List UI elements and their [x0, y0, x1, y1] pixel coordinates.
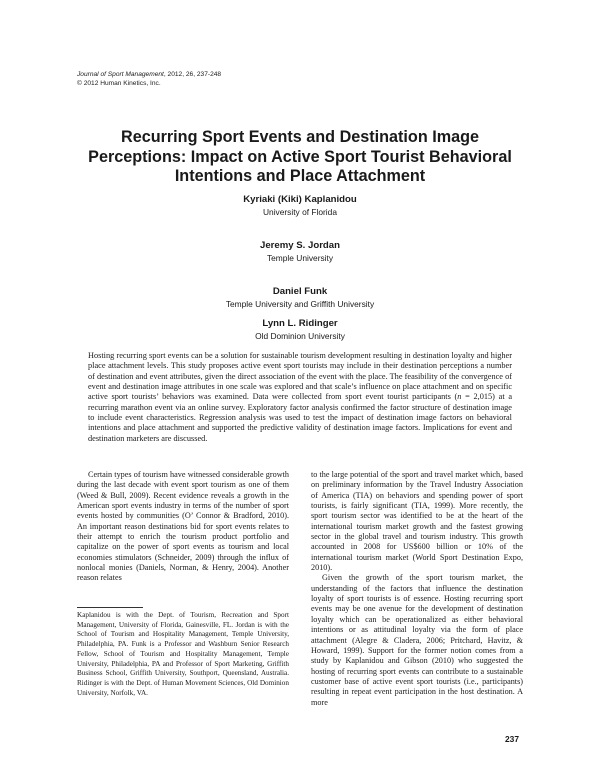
abstract-text: = 2,015) at a recurring marathon event via an online survey. Exploratory factor analysis confirmed the factor structure of destination image to include event characteristics. Regression analysis was used to test the impact of destination image factors on behavioral intentions and place attachment and supported the predictive validity of destination image factors. Implications for event and destination marketers are discussed. [88, 392, 512, 443]
author-affiliation: Temple University and Griffith University [225, 299, 375, 309]
author-block [77, 286, 523, 310]
body-column-left [77, 470, 289, 584]
journal-name: Journal of Sport Management [77, 71, 164, 78]
body-paragraph: Given the growth of the sport tourism market, the understanding of the factors that influence the destination loyalty of sport tourists is of essence. Hosting recurring sport events may be one avenue for the development of destination loyalty which can be operationalized as either behavioral intentions or as attitudinal loyalty via the form of place attachment (Alegre & Cladera, 2006; Pritchard, Havitz, & Howard, 1999). Support for the former notion comes from a study by Kaplanidou and Gibson (2010) who suggested the hosting of recurring sport events can contribute to a sustainable customer base of active event sport tourists (i.e., participants) resulting in repeat event participation in the host destination. A more [311, 573, 523, 707]
article-title [77, 128, 523, 187]
author-footnote: Kaplanidou is with the Dept. of Tourism, Recreation and Sport Management, University of Florida, Gainesville, FL. Jordan is with the School of Tourism and Hospitality Management, Temple University, Philadelphia, PA. Funk is a Professor and Washburn Senior Research Fellow, School of Tourism and Hospitality Management, Temple University, Philadelphia, PA and Professor of Sport Marketing, Griffith Business School, Griffith University, Southport, Queensland, Australia. Ridinger is with the Dept. of Human Movement Sciences, Old Dominion University, Norfolk, VA. [77, 611, 289, 697]
author-block [77, 194, 523, 218]
author-block [77, 318, 523, 342]
author-name: Lynn L. Ridinger [262, 318, 338, 329]
author-affiliation: Temple University [266, 253, 334, 263]
abstract [88, 351, 512, 444]
title-line: Recurring Sport Events and Destination Image [121, 128, 479, 146]
title-line: Perceptions: Impact on Active Sport Tourist Behavioral [88, 147, 512, 166]
author-block [77, 240, 523, 264]
body-paragraph: to the large potential of the sport and travel market which, based on preliminary information by the Travel Industry Association of America (TIA) on behaviors and spending power of sport tourists, is fairly significant (TIA, 1999). More recently, the sport tourism sector was identified to be at the heart of the international tourism market growth and the fastest growing sector in the global travel and tourism industry. This growth accounted in 2008 for US$600 billion or 10% of the international tourism market (World Sport Destination Expo, 2010). [311, 470, 523, 573]
author-name: Daniel Funk [272, 286, 328, 297]
body-column-right [311, 470, 523, 708]
abstract-n-symbol: n [457, 392, 462, 402]
page-number: 237 [505, 734, 519, 744]
footnote-rule [77, 607, 143, 608]
body-paragraph: Certain types of tourism have witnessed considerable growth during the last decade with event sport tourism as one of them (Weed & Bull, 2009). Recent evidence reveals a growth in the American sport events industry in terms of the number of sport events hosted by communities (O’ Connor & Bradford, 2010). An important reason destinations bid for sport events relates to their attempt to enrich the tourism product portfolio and capitalize on the power of sport events as tourism and local economies stimulators (Schneider, 2009) through the influx of nonlocal monies (Daniels, Norman, & Henry, 2004). Another reason relates [77, 470, 289, 583]
author-name: Jeremy S. Jordan [260, 240, 340, 251]
abstract-text: Hosting recurring sport events can be a solution for sustainable tourism development resulting in destination loyalty and higher place attachment levels. This study proposes active event sport tourists may include in their destination perceptions a number of destination and event attributes, given the direct association of the event with the place. The feasibility of the convergence of event and destination image attributes in one scale was explored and that scale’s influence on place attachment and on specific active sport tourists’ behaviors was examined. Data were collected from sport event tourist participants ( [88, 351, 512, 402]
author-name: Kyriaki (Kiki) Kaplanidou [243, 194, 357, 205]
author-affiliation: University of Florida [262, 207, 337, 217]
copyright: © 2012 Human Kinetics, Inc. [77, 79, 161, 87]
title-line: Intentions and Place Attachment [174, 167, 426, 185]
journal-ref: , 2012, 26, 237-248 [163, 71, 222, 78]
journal-citation [77, 71, 221, 80]
journal-header [77, 71, 221, 88]
author-affiliation: Old Dominion University [255, 331, 345, 341]
